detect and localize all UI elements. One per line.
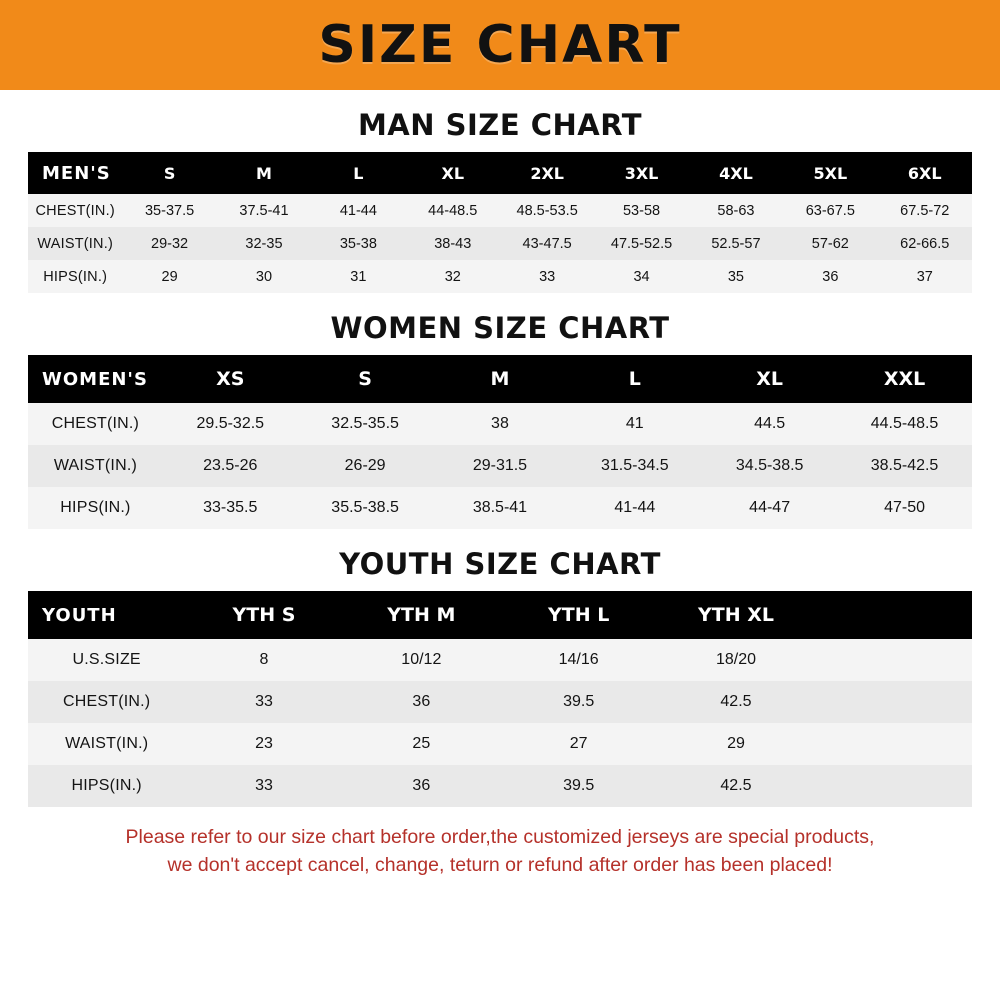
youth-cell: 25: [412, 735, 431, 752]
women-header-cell: WOMEN'S: [28, 355, 163, 403]
men-section-title: MAN SIZE CHART: [357, 108, 643, 142]
youth-cell: 8: [259, 651, 269, 668]
women-cell: 33-35.5: [203, 499, 258, 516]
men-cell: 57-62: [811, 235, 849, 252]
men-cell: 43-47.5: [522, 235, 572, 252]
women-header-cell: XXL: [837, 355, 972, 403]
men-cell: 41-44: [339, 202, 377, 219]
footer-line-2: we don't accept cancel, change, teturn or refund after order has been placed!: [167, 854, 833, 877]
men-cell: 48.5-53.5: [516, 202, 578, 219]
men-cell: 35-37.5: [144, 202, 195, 219]
women-cell: 31.5-34.5: [600, 457, 669, 474]
youth-cell-spacer: [815, 639, 972, 681]
youth-cell: 14/16: [558, 651, 599, 668]
women-row-label: WAIST(IN.): [53, 457, 137, 474]
men-row-label: WAIST(IN.): [37, 235, 113, 252]
youth-cell: 36: [412, 777, 431, 794]
table-row: [28, 445, 972, 487]
table-row: [28, 765, 972, 807]
men-cell: 34: [633, 268, 650, 285]
youth-section-title: YOUTH SIZE CHART: [339, 547, 661, 581]
youth-cell: 18/20: [715, 651, 756, 668]
men-cell: 29-32: [151, 235, 189, 252]
youth-cell: 42.5: [720, 693, 752, 710]
men-cell: 47.5-52.5: [610, 235, 673, 252]
men-cell: 37.5-41: [239, 202, 289, 219]
youth-row-label: U.S.SIZE: [72, 651, 141, 668]
men-header-cell: 4XL: [689, 152, 783, 194]
women-size-table: [28, 355, 972, 529]
youth-size-table: [28, 591, 972, 807]
youth-row-label: WAIST(IN.): [65, 735, 149, 752]
men-cell: 35: [727, 268, 744, 285]
men-header-cell: L: [311, 152, 405, 194]
women-row-label: HIPS(IN.): [60, 499, 131, 516]
men-cell: 53-58: [622, 202, 661, 219]
women-cell: 38.5-41: [472, 499, 528, 516]
content-area: [0, 108, 1000, 880]
men-header-cell: M: [217, 152, 311, 194]
youth-table-header-row: [28, 591, 972, 639]
men-cell: 32-35: [245, 235, 283, 252]
women-cell: 29.5-32.5: [196, 415, 265, 432]
men-header-cell: 3XL: [594, 152, 688, 194]
youth-cell: 10/12: [401, 651, 442, 668]
youth-cell: 33: [255, 693, 273, 710]
women-header-cell: XL: [702, 355, 837, 403]
men-table-header-row: [28, 152, 972, 194]
men-header-cell: XL: [406, 152, 500, 194]
women-table-header-row: [28, 355, 972, 403]
men-header-cell: MEN'S: [28, 152, 122, 194]
youth-header-cell: YTH L: [500, 591, 657, 639]
men-cell: 38-43: [434, 235, 472, 252]
men-cell: 58-63: [717, 202, 755, 219]
women-header-cell: XS: [163, 355, 298, 403]
youth-row-label: CHEST(IN.): [63, 693, 151, 710]
women-cell: 29-31.5: [472, 457, 528, 474]
youth-cell-spacer: [815, 765, 972, 807]
men-cell: 62-66.5: [900, 235, 950, 252]
youth-cell: 29: [727, 735, 745, 752]
women-cell: 44.5: [754, 415, 786, 432]
men-header-cell: 2XL: [500, 152, 594, 194]
women-cell: 44.5-48.5: [870, 415, 939, 432]
header-banner: [0, 0, 1000, 90]
men-cell: 33: [539, 268, 556, 285]
table-row: [28, 403, 972, 445]
youth-header-cell: YTH XL: [657, 591, 814, 639]
women-header-cell: L: [567, 355, 702, 403]
table-row: [28, 639, 972, 681]
footer-line-1: Please refer to our size chart before order,the customized jerseys are special products,: [125, 826, 875, 848]
men-cell: 32: [444, 268, 461, 285]
youth-cell: 27: [569, 735, 588, 752]
youth-cell: 39.5: [563, 777, 595, 794]
men-size-table: [28, 152, 972, 293]
youth-header-spacer: [815, 591, 972, 639]
youth-cell: 42.5: [720, 777, 752, 794]
youth-cell-spacer: [815, 723, 972, 765]
youth-cell: 23: [255, 735, 273, 752]
men-cell: 36: [822, 268, 839, 285]
men-cell: 44-48.5: [428, 202, 478, 219]
youth-header-cell: YTH S: [185, 591, 342, 639]
youth-cell: 33: [255, 777, 273, 794]
women-section-title: WOMEN SIZE CHART: [330, 311, 670, 345]
women-cell: 41-44: [614, 499, 656, 516]
men-cell: 30: [255, 268, 273, 285]
men-cell: 31: [350, 268, 367, 285]
women-cell: 44-47: [749, 499, 791, 516]
men-row-label: HIPS(IN.): [43, 268, 108, 285]
women-header-cell: M: [433, 355, 568, 403]
youth-cell: 39.5: [563, 693, 595, 710]
women-header-cell: S: [298, 355, 433, 403]
women-cell: 38: [491, 415, 509, 432]
youth-row-label: HIPS(IN.): [71, 777, 142, 794]
youth-cell: 36: [412, 693, 431, 710]
women-cell: 34.5-38.5: [735, 457, 804, 474]
men-header-cell: 6XL: [878, 152, 972, 194]
women-cell: 23.5-26: [203, 457, 258, 474]
table-row: [28, 487, 972, 529]
table-row: [28, 681, 972, 723]
women-cell: 47-50: [884, 499, 925, 516]
table-row: [28, 723, 972, 765]
women-row-label: CHEST(IN.): [51, 415, 140, 432]
men-cell: 37: [916, 268, 933, 285]
men-cell: 63-67.5: [805, 202, 855, 219]
men-header-cell: 5XL: [783, 152, 877, 194]
women-cell: 38.5-42.5: [870, 457, 939, 474]
men-row-label: CHEST(IN.): [35, 202, 115, 219]
men-header-cell: S: [122, 152, 216, 194]
men-cell: 29: [161, 268, 178, 285]
youth-cell-spacer: [815, 681, 972, 723]
footer-note: [28, 823, 972, 880]
page-title: SIZE CHART: [318, 15, 682, 75]
women-cell: 41: [625, 415, 644, 432]
women-cell: 35.5-38.5: [331, 499, 399, 516]
men-cell: 52.5-57: [711, 235, 761, 252]
table-row: [28, 194, 972, 227]
table-row: [28, 260, 972, 293]
men-cell: 35-38: [339, 235, 377, 252]
women-cell: 32.5-35.5: [331, 415, 399, 432]
table-row: [28, 227, 972, 260]
youth-header-cell: YOUTH: [28, 591, 185, 639]
youth-header-cell: YTH M: [343, 591, 500, 639]
men-cell: 67.5-72: [900, 202, 950, 219]
women-cell: 26-29: [344, 457, 386, 474]
